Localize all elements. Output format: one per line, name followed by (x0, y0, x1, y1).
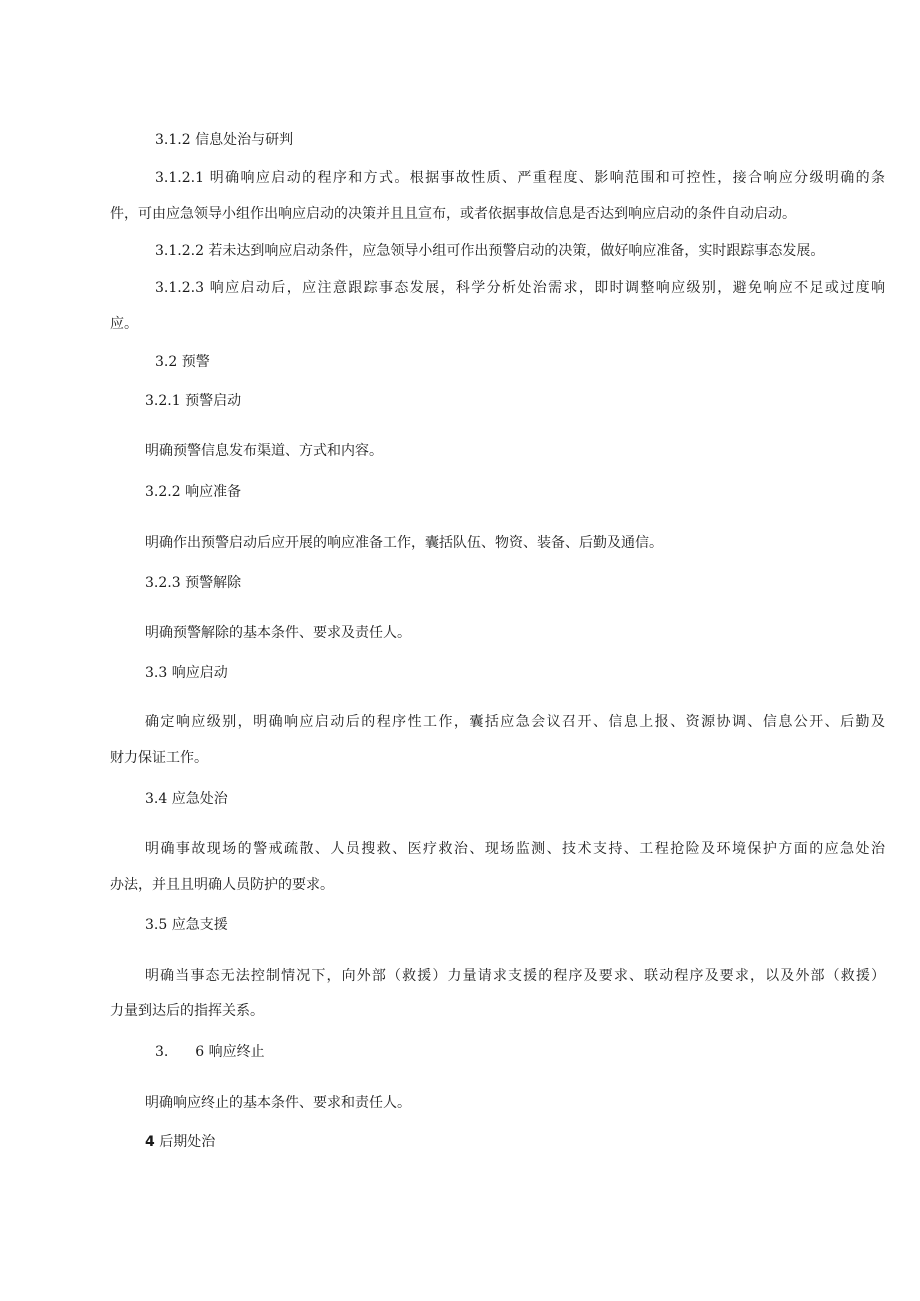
paragraph-3-1-2-1-line1: 3.1.2.1 明确响应启动的程序和方式。根据事故性质、严重程度、影响范围和可控性，接合响应分级明确的条 (155, 170, 885, 186)
paragraph-3-2-1: 明确预警信息发布渠道、方式和内容。 (145, 443, 383, 459)
heading-3-2-2: 3.2.2 响应准备 (145, 484, 242, 500)
paragraph-3-1-2-2: 3.1.2.2 若未达到响应启动条件，应急领导小组可作出预警启动的决策，做好响应准备，实时跟踪事态发展。 (155, 243, 825, 259)
paragraph-3-1-2-3-line2: 应。 (110, 316, 138, 332)
heading-3-6-number: 3. (155, 1044, 169, 1060)
heading-3-4: 3.4 应急处治 (145, 791, 228, 807)
paragraph-3-3-line1: 确定响应级别，明确响应启动后的程序性工作，囊括应急会议召开、信息上报、资源协调、信息公开、后勤及 (145, 714, 885, 730)
paragraph-3-5-line1: 明确当事态无法控制情况下，向外部（救援）力量请求支援的程序及要求、联动程序及要求，以及外部（救援） (145, 968, 885, 984)
paragraph-3-2-3: 明确预警解除的基本条件、要求及责任人。 (145, 625, 411, 641)
heading-3-1-2: 3.1.2 信息处治与研判 (155, 132, 294, 148)
heading-3-5: 3.5 应急支援 (145, 917, 228, 933)
heading-4-number: 4 (145, 1134, 155, 1150)
heading-3-6-title: 6 响应终止 (195, 1044, 265, 1060)
paragraph-3-2-2: 明确作出预警启动后应开展的响应准备工作，囊括队伍、物资、装备、后勤及通信。 (145, 535, 663, 551)
paragraph-3-6: 明确响应终止的基本条件、要求和责任人。 (145, 1095, 411, 1111)
heading-3-6 (155, 1041, 920, 1063)
heading-3-3: 3.3 响应启动 (145, 665, 228, 681)
paragraph-3-1-2-1-line2: 件，可由应急领导小组作出响应启动的决策并且且宣布，或者依据事故信息是否达到响应启动的条件自动启动。 (110, 206, 796, 222)
paragraph-3-3-line2: 财力保证工作。 (110, 750, 208, 766)
heading-3-2-1: 3.2.1 预警启动 (145, 393, 242, 409)
paragraph-3-1-2-3-line1: 3.1.2.3 响应启动后，应注意跟踪事态发展，科学分析处治需求，即时调整响应级别，避免响应不足或过度响 (155, 280, 885, 296)
heading-4-title: 后期处治 (159, 1134, 216, 1150)
paragraph-3-4-line1: 明确事故现场的警戒疏散、人员搜救、医疗救治、现场监测、技术支持、工程抢险及环境保护方面的应急处治 (145, 841, 885, 857)
heading-4 (145, 1131, 920, 1153)
paragraph-3-5-line2: 力量到达后的指挥关系。 (110, 1003, 264, 1019)
paragraph-3-4-line2: 办法，并且且明确人员防护的要求。 (110, 877, 334, 893)
heading-3-2-3: 3.2.3 预警解除 (145, 575, 242, 591)
heading-3-2: 3.2 预警 (155, 354, 210, 370)
